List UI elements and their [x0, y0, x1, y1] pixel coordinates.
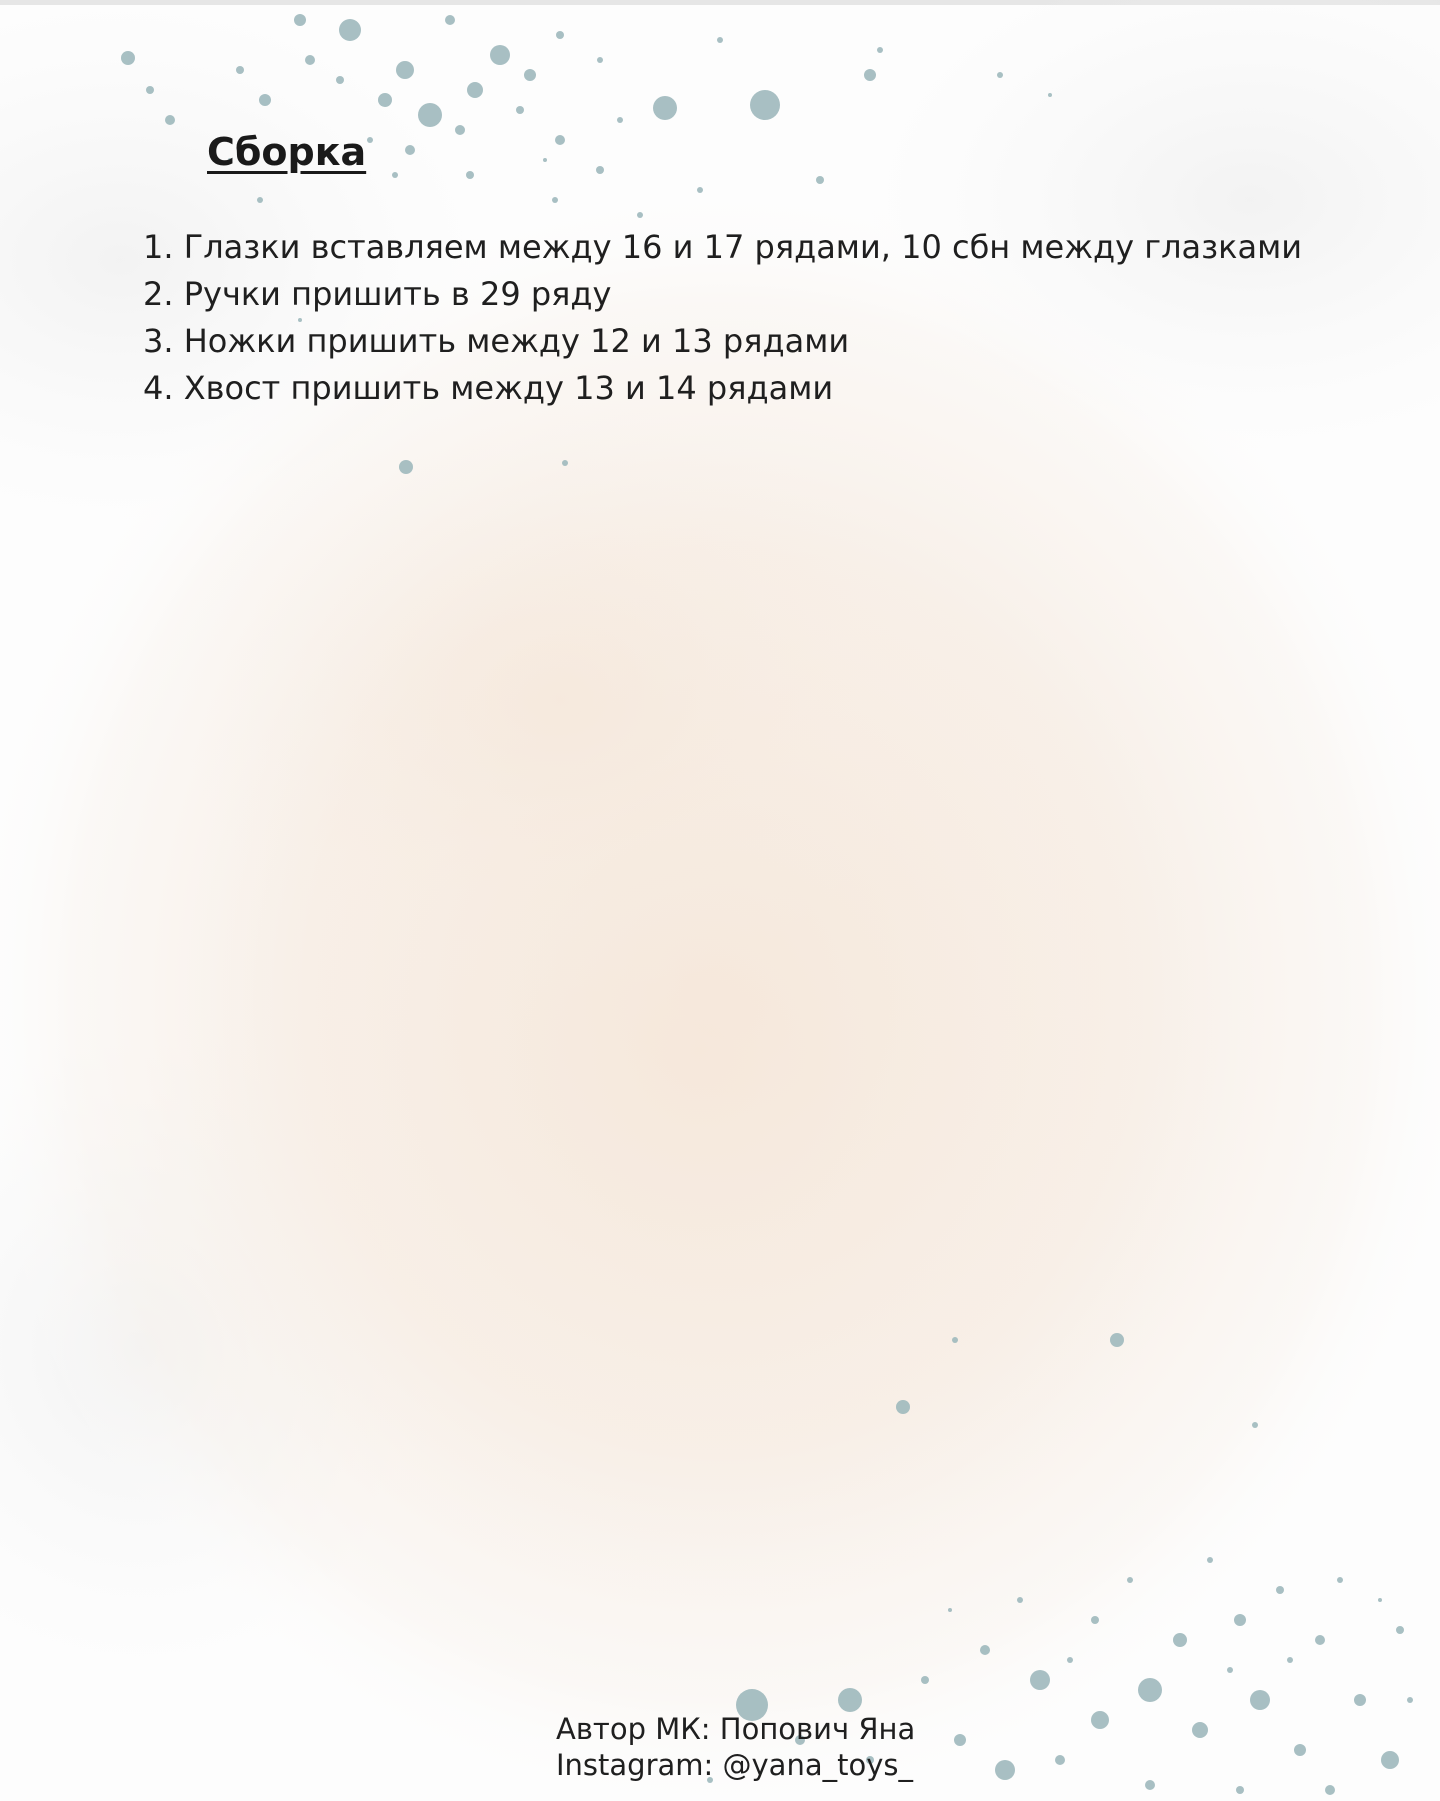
list-item — [143, 271, 1302, 318]
step-text: Ножки пришить между 12 и 13 рядами — [183, 322, 850, 360]
list-item — [143, 318, 1302, 365]
step-number: 1 . — [143, 228, 184, 266]
step-number: 3 . — [143, 322, 184, 360]
list-item — [143, 365, 1302, 412]
step-text: Ручки пришить в 29 ряду — [183, 275, 612, 313]
assembly-steps-list — [143, 224, 1302, 412]
step-text: Глазки вставляем между 16 и 17 рядами, 10 сбн между глазками — [183, 228, 1303, 266]
page-title: Сборка — [207, 130, 367, 174]
list-item — [143, 224, 1302, 271]
step-number: 2 . — [143, 275, 184, 313]
author-footer — [556, 1711, 915, 1783]
step-number: 4 . — [143, 369, 184, 407]
author-credit: Автор МК: Попович Яна — [556, 1712, 916, 1746]
instagram-handle: Instagram: @yana_toys_ — [556, 1748, 913, 1782]
step-text: Хвост пришить между 13 и 14 рядами — [183, 369, 834, 407]
